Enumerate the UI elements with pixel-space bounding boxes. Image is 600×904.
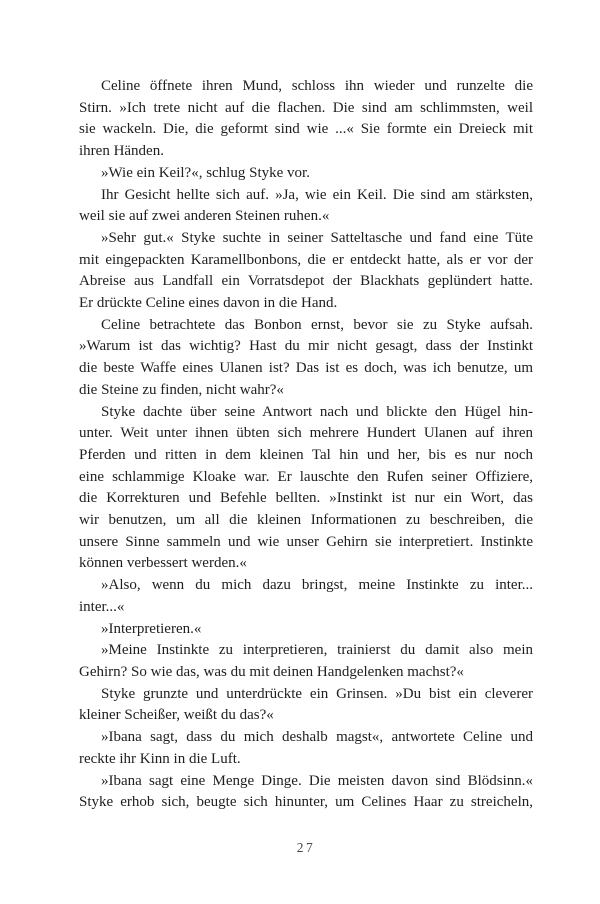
- text-line: Gehirn? So wie das, was du mit deinen Handgelenken machst?«: [79, 663, 464, 680]
- text-line: »Meine Instinkte zu interpretieren, trainierst du damit also mein: [101, 642, 533, 659]
- paragraph: [79, 771, 533, 814]
- paragraph: [79, 315, 533, 402]
- text-line: unter. Weit unter ihnen übten sich mehrere Hundert Ulanen auf ihren: [79, 425, 533, 442]
- text-line: Styke dachte über seine Antwort nach und blickte den Hügel hin-: [101, 403, 533, 420]
- text-line: ihren Händen.: [79, 143, 164, 160]
- text-line: Abreise aus Landfall ein Vorratsdepot der Blackhats geplündert hatte.: [79, 273, 533, 290]
- text-line: eine schlammige Kloake war. Er lauschte den Rufen seiner Offiziere,: [79, 468, 533, 485]
- text-line: »Ibana sagt eine Menge Dinge. Die meisten davon sind Blödsinn.«: [101, 772, 533, 789]
- text-line: »Warum ist das wichtig? Hast du mir nicht gesagt, dass der Instinkt: [79, 338, 533, 355]
- text-line: Styke grunzte und unterdrückte ein Grinsen. »Du bist ein cleverer: [101, 685, 533, 702]
- text-line: Celine öffnete ihren Mund, schloss ihn wieder und runzelte die: [101, 78, 533, 94]
- text-line: Ihr Gesicht hellte sich auf. »Ja, wie ein Keil. Die sind am stärksten,: [101, 186, 533, 203]
- paragraph: [79, 185, 533, 228]
- text-line: »Ibana sagt, dass du mich deshalb magst«, antwortete Celine und: [101, 729, 533, 746]
- paragraph: [79, 619, 533, 641]
- paragraph: [79, 727, 533, 770]
- paragraph: [79, 76, 533, 163]
- text-line: »Sehr gut.« Styke suchte in seiner Satteltasche und fand eine Tüte: [101, 229, 533, 246]
- text-line: Er drückte Celine eines davon in die Hand.: [79, 295, 338, 312]
- text-line: wir benutzen, um all die kleinen Informationen zu beschreiben, die: [79, 512, 533, 529]
- text-line: »Interpretieren.«: [101, 620, 202, 637]
- text-line: »Wie ein Keil?«, schlug Styke vor.: [101, 164, 310, 181]
- paragraph: [79, 684, 533, 727]
- text-line: die beste Waffe eines Ulanen ist? Das ist es doch, was ich benutze, um: [79, 360, 533, 377]
- paragraph: [79, 402, 533, 576]
- text-line: sie wackeln. Die, die geformt sind wie ...« Sie formte ein Dreieck mit: [79, 121, 533, 138]
- text-line: kleiner Scheißer, weißt du das?«: [79, 707, 274, 724]
- paragraph: [79, 575, 533, 618]
- text-line: die Korrekturen und Befehle bellten. »Instinkt ist nur ein Wort, das: [79, 490, 533, 507]
- text-line: die Steine zu finden, nicht wahr?«: [79, 381, 284, 398]
- text-line: Pferden und ritten in dem kleinen Tal hin und her, bis es nur noch: [79, 446, 533, 463]
- text-line: inter...«: [79, 598, 125, 615]
- text-line: reckte ihr Kinn in die Luft.: [79, 750, 241, 767]
- paragraph: [79, 163, 533, 185]
- paragraph: [79, 640, 533, 683]
- paragraph: [79, 228, 533, 315]
- text-line: Styke erhob sich, beugte sich hinunter, um Celines Haar zu streicheln,: [79, 794, 533, 811]
- text-line: »Also, wenn du mich dazu bringst, meine Instinkte zu inter...: [101, 577, 533, 594]
- text-line: Celine betrachtete das Bonbon ernst, bevor sie zu Styke aufsah.: [101, 316, 533, 333]
- text-line: unsere Sinne sammeln und wie unser Gehirn sie interpretiert. Instinkte: [79, 533, 533, 550]
- page-text: [79, 76, 533, 814]
- text-line: weil sie auf zwei anderen Steinen ruhen.«: [79, 208, 330, 225]
- page-number: 27: [296, 840, 316, 855]
- text-line: können verbessert werden.«: [79, 555, 247, 572]
- text-line: Stirn. »Ich trete nicht auf die flachen. Die sind am schlimmsten, weil: [79, 99, 533, 116]
- text-line: mit eingepackten Karamellbonbons, die er entdeckt hatte, als er vor der: [79, 251, 533, 268]
